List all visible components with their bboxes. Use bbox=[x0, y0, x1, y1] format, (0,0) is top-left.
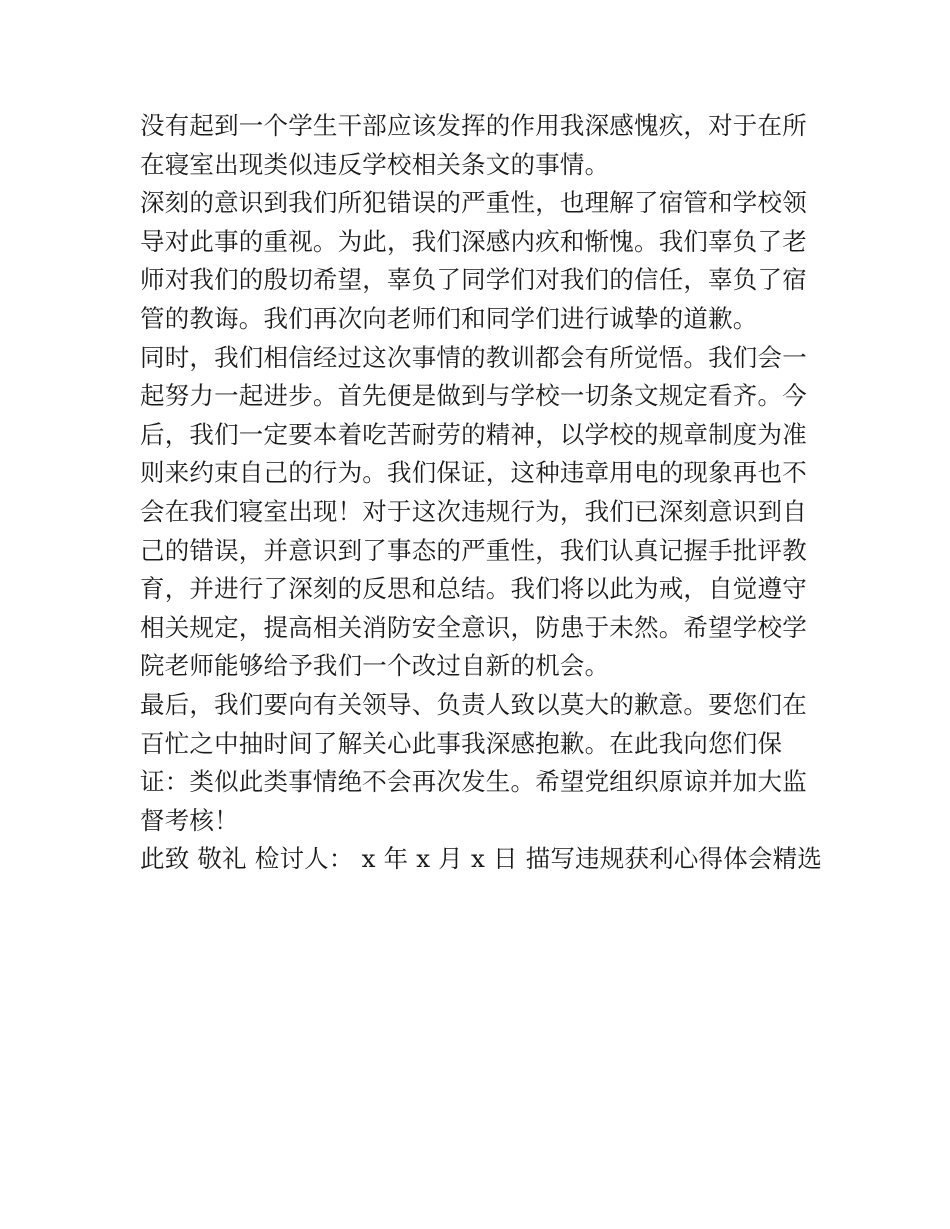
closing-line: 此致 敬礼 检讨人： x 年 x 月 x 日 描写违规获利心得体会精选 bbox=[140, 844, 823, 874]
text-line: 证：类似此类事情绝不会再次发生。希望党组织原谅并加大监 bbox=[140, 767, 807, 797]
text-line: 会在我们寝室出现！对于这次违规行为，我们已深刻意识到自 bbox=[140, 496, 807, 526]
text-line: 导对此事的重视。为此，我们深感内疚和惭愧。我们辜负了老 bbox=[140, 226, 807, 256]
text-line: 院老师能够给予我们一个改过自新的机会。 bbox=[140, 651, 610, 681]
text-line: 则来约束自己的行为。我们保证，这种违章用电的现象再也不 bbox=[140, 458, 807, 488]
text-line: 后，我们一定要本着吃苦耐劳的精神，以学校的规章制度为准 bbox=[140, 419, 807, 449]
text-line: 起努力一起进步。首先便是做到与学校一切条文规定看齐。今 bbox=[140, 381, 807, 411]
text-line: 深刻的意识到我们所犯错误的严重性，也理解了宿管和学校领 bbox=[140, 188, 807, 218]
text-line: 相关规定，提高相关消防安全意识，防患于未然。希望学校学 bbox=[140, 612, 807, 642]
text-line: 师对我们的殷切希望，辜负了同学们对我们的信任，辜负了宿 bbox=[140, 265, 807, 295]
text-line: 百忙之中抽时间了解关心此事我深感抱歉。在此我向您们保 bbox=[140, 728, 783, 758]
document-body bbox=[140, 107, 823, 879]
text-line: 育，并进行了深刻的反思和总结。我们将以此为戒，自觉遵守 bbox=[140, 574, 807, 604]
text-line: 己的错误，并意识到了事态的严重性，我们认真记握手批评教 bbox=[140, 535, 807, 565]
text-line: 在寝室出现类似违反学校相关条文的事情。 bbox=[140, 149, 610, 179]
text-line: 没有起到一个学生干部应该发挥的作用我深感愧疚，对于在所 bbox=[140, 111, 807, 140]
text-line: 同时，我们相信经过这次事情的教训都会有所觉悟。我们会一 bbox=[140, 342, 807, 372]
text-line: 管的教诲。我们再次向老师们和同学们进行诚挚的道歉。 bbox=[140, 303, 758, 333]
text-line: 督考核！ bbox=[140, 805, 239, 835]
text-line: 最后，我们要向有关领导、负责人致以莫大的歉意。要您们在 bbox=[140, 689, 807, 719]
